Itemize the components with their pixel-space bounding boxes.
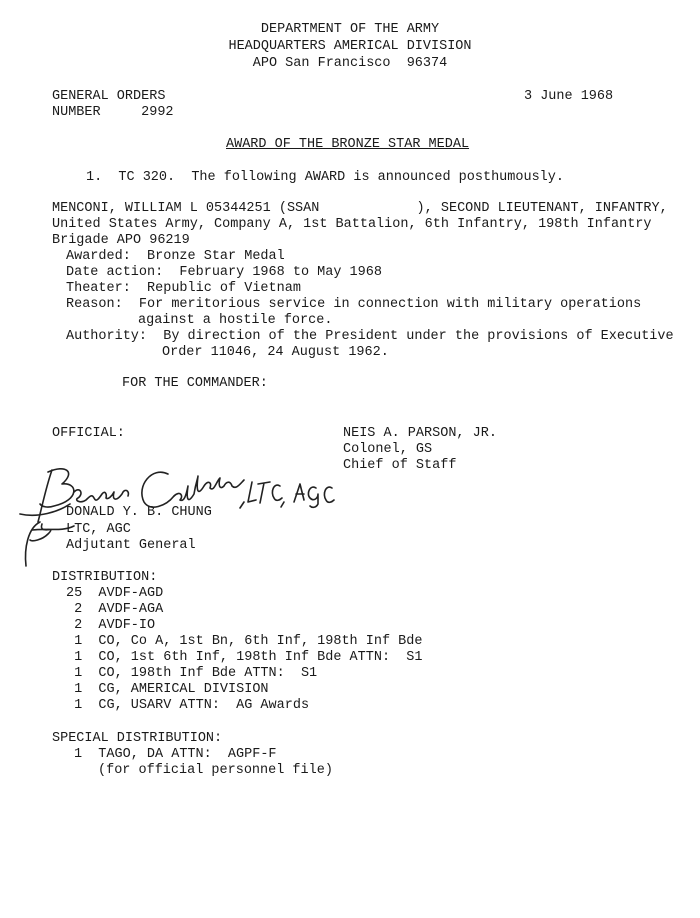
header-headquarters: HEADQUARTERS AMERICAL DIVISION bbox=[228, 39, 472, 54]
paragraph-1: 1. TC 320. The following AWARD is announced posthumously. bbox=[86, 170, 564, 185]
recipient-line-1: MENCONI, WILLIAM L 05344251 (SSAN ), SECOND LIEUTENANT, INFANTRY, bbox=[52, 201, 668, 216]
recipient-line-3: Brigade APO 96219 bbox=[52, 233, 190, 248]
recipient-line-2: United States Army, Company A, 1st Battalion, 6th Infantry, 198th Infantry bbox=[52, 217, 652, 232]
special-distribution-item: 1 TAGO, DA ATTN: AGPF-F bbox=[74, 747, 277, 762]
distribution-title: DISTRIBUTION: bbox=[52, 570, 158, 585]
adjutant-title: Adjutant General bbox=[66, 538, 196, 553]
adjutant-name: DONALD Y. B. CHUNG bbox=[66, 505, 212, 520]
distribution-item: 1 CG, AMERICAL DIVISION bbox=[66, 682, 269, 697]
orders-number: NUMBER 2992 bbox=[52, 105, 174, 120]
header-department: DEPARTMENT OF THE ARMY bbox=[260, 22, 440, 37]
for-the-commander: FOR THE COMMANDER: bbox=[122, 376, 268, 391]
chief-rank: Colonel, GS bbox=[343, 442, 433, 457]
authority-line-2: Order 11046, 24 August 1962. bbox=[162, 345, 389, 360]
orders-date: 3 June 1968 bbox=[524, 89, 614, 104]
distribution-item: 1 CO, 198th Inf Bde ATTN: S1 bbox=[66, 666, 318, 681]
distribution-item: 25 AVDF-AGD bbox=[66, 586, 164, 601]
distribution-item: 1 CO, Co A, 1st Bn, 6th Inf, 198th Inf Bde bbox=[66, 634, 423, 649]
theater-line: Theater: Republic of Vietnam bbox=[66, 281, 301, 296]
distribution-item: 2 AVDF-AGA bbox=[66, 602, 164, 617]
special-distribution-title: SPECIAL DISTRIBUTION: bbox=[52, 731, 223, 746]
reason-line-2: against a hostile force. bbox=[138, 313, 333, 328]
general-orders-label: GENERAL ORDERS bbox=[52, 89, 166, 104]
special-distribution-note: (for official personnel file) bbox=[98, 763, 333, 778]
chief-title: Chief of Staff bbox=[343, 458, 457, 473]
authority-line-1: Authority: By direction of the President under the provisions of Executive bbox=[66, 329, 674, 344]
chief-name: NEIS A. PARSON, JR. bbox=[343, 426, 497, 441]
header-apo: APO San Francisco 96374 bbox=[252, 56, 448, 71]
adjutant-rank: LTC, AGC bbox=[66, 522, 131, 537]
distribution-item: 2 AVDF-IO bbox=[66, 618, 156, 633]
subject-title: AWARD OF THE BRONZE STAR MEDAL bbox=[226, 137, 470, 152]
date-action-line: Date action: February 1968 to May 1968 bbox=[66, 265, 382, 280]
distribution-item: 1 CO, 1st 6th Inf, 198th Inf Bde ATTN: S1 bbox=[66, 650, 423, 665]
reason-line-1: Reason: For meritorious service in connection with military operations bbox=[66, 297, 642, 312]
distribution-item: 1 CG, USARV ATTN: AG Awards bbox=[66, 698, 310, 713]
awarded-line: Awarded: Bronze Star Medal bbox=[66, 249, 285, 264]
official-label: OFFICIAL: bbox=[52, 426, 125, 441]
